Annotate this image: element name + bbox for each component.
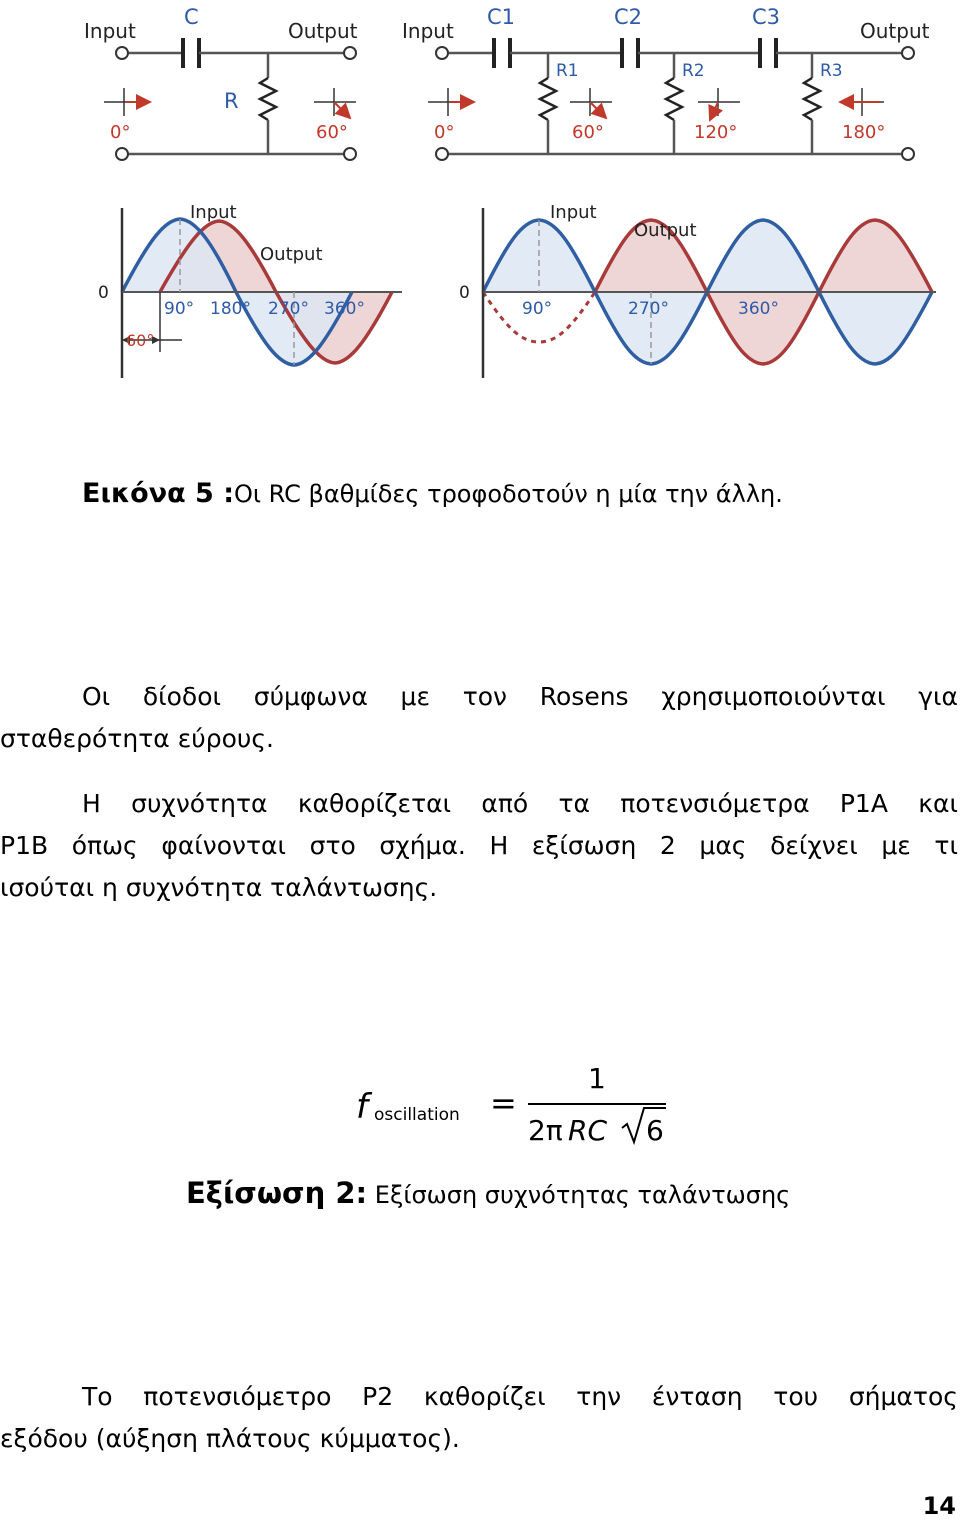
angle-label: 60°	[316, 122, 348, 143]
word: όπως	[71, 831, 138, 860]
angle-label: 0°	[110, 122, 131, 143]
phase-shift-label: 60°	[126, 331, 155, 350]
resistor-label: R	[224, 89, 239, 113]
word: 2	[659, 831, 676, 860]
wave2-input-label: Input	[550, 202, 597, 223]
circuit-three-stage-rc	[444, 38, 906, 154]
word: στο	[309, 831, 356, 860]
word: τον	[462, 682, 508, 711]
figure-caption-label: Εικόνα 5 :	[82, 478, 235, 509]
phase-arrow-icon	[698, 88, 740, 120]
word: Το	[82, 1382, 113, 1411]
word: για	[918, 682, 958, 711]
paragraph-diodes	[0, 676, 958, 760]
waveform-single-stage	[122, 208, 402, 378]
word: με	[400, 682, 430, 711]
equation-caption-text: Εξίσωση συχνότητας ταλάντωσης	[374, 1181, 791, 1209]
word: σχήμα.	[379, 831, 466, 860]
capacitor-label: C3	[752, 5, 781, 29]
circuit2-output-label: Output	[860, 19, 930, 43]
word: δείχνει	[770, 831, 858, 860]
justified-line	[0, 1376, 958, 1418]
eq-den-rc: RC	[568, 1114, 608, 1147]
phase-arrow-icon	[314, 88, 356, 118]
word: P2	[362, 1382, 394, 1411]
eq-lhs: f	[356, 1087, 368, 1127]
angle-label: 0°	[434, 122, 455, 143]
last-line: εξόδου (αύξηση πλάτους κύμματος).	[0, 1424, 460, 1453]
wave2-zero-label: 0	[459, 283, 470, 303]
wave1-tick-label: 360°	[324, 299, 365, 319]
capacitor-label: C2	[614, 5, 643, 29]
angle-label: 120°	[694, 122, 738, 143]
angle-label: 60°	[572, 122, 604, 143]
terminal	[902, 47, 914, 59]
circuit1-input-label: Input	[84, 19, 136, 43]
word: τι	[934, 831, 958, 860]
page-number: 14	[922, 1492, 956, 1520]
word: του	[773, 1382, 819, 1411]
word: φαίνονται	[161, 831, 286, 860]
wave1-output-label: Output	[260, 244, 323, 265]
wave1-tick-label: 270°	[268, 299, 309, 319]
paragraph-frequency	[0, 783, 958, 909]
word: P1B	[0, 831, 49, 860]
figure-caption-text: Οι RC βαθμίδες τροφοδοτούν η μία την άλλη.	[234, 480, 783, 508]
paragraph-amplitude	[0, 1376, 958, 1460]
eq-numerator: 1	[588, 1062, 606, 1095]
terminal	[902, 148, 914, 160]
word: καθορίζει	[423, 1382, 546, 1411]
terminal	[344, 148, 356, 160]
circuit2-input-label: Input	[402, 19, 454, 43]
wave2-tick-label: 90°	[522, 299, 553, 319]
justified-line	[0, 676, 958, 718]
equation-caption	[186, 1176, 790, 1210]
terminal	[436, 47, 448, 59]
capacitor-label: C	[184, 5, 199, 29]
terminal	[116, 47, 128, 59]
terminal	[436, 148, 448, 160]
resistor-label: R2	[682, 61, 705, 81]
phase-arrow-icon	[104, 88, 150, 116]
word: την	[576, 1382, 622, 1411]
justified-line	[0, 783, 958, 825]
wave1-tick-label: 180°	[210, 299, 251, 319]
resistor-label: R3	[820, 61, 843, 81]
word: από	[481, 789, 529, 818]
wave1-tick-label: 90°	[164, 299, 195, 319]
word: χρησιμοποιούνται	[661, 682, 886, 711]
word: ποτενσιόμετρα	[620, 789, 810, 818]
oscillation-frequency-equation	[350, 1058, 680, 1154]
word: Η	[489, 831, 509, 860]
last-line: σταθερότητα εύρους.	[0, 724, 274, 753]
resistor-label: R1	[556, 61, 579, 81]
eq-den-2pi: 2π	[528, 1114, 563, 1147]
word: σήματος	[848, 1382, 958, 1411]
waveform-three-stage	[483, 208, 936, 378]
terminal	[116, 148, 128, 160]
word: και	[918, 789, 958, 818]
phase-arrow-icon	[570, 88, 612, 118]
wave2-tick-label: 360°	[738, 299, 779, 319]
word: ποτενσιόμετρο	[143, 1382, 332, 1411]
word: ένταση	[651, 1382, 743, 1411]
word: συχνότητα	[131, 789, 268, 818]
figure-caption	[82, 478, 783, 509]
word: με	[881, 831, 911, 860]
phase-arrow-icon	[428, 88, 474, 116]
capacitor-label: C1	[487, 5, 516, 29]
word: Οι	[82, 682, 111, 711]
rc-phase-shift-figure	[0, 0, 960, 400]
phase-arrow-icon	[840, 88, 884, 116]
word: καθορίζεται	[297, 789, 452, 818]
last-line: ισούται η συχνότητα ταλάντωσης.	[0, 873, 438, 902]
word: σύμφωνα	[253, 682, 368, 711]
word: δίοδοι	[142, 682, 221, 711]
circuit1-output-label: Output	[288, 19, 358, 43]
word: εξίσωση	[531, 831, 637, 860]
angle-label: 180°	[842, 122, 886, 143]
wave1-input-label: Input	[190, 202, 237, 223]
word: P1A	[839, 789, 888, 818]
word: Rosens	[539, 682, 629, 711]
equation-caption-label: Εξίσωση 2:	[186, 1176, 368, 1210]
eq-subscript: oscillation	[374, 1105, 460, 1125]
wave1-zero-label: 0	[98, 283, 109, 303]
justified-line	[0, 825, 958, 867]
terminal	[344, 47, 356, 59]
word: Η	[82, 789, 101, 818]
wave2-tick-label: 270°	[628, 299, 669, 319]
word: μας	[699, 831, 747, 860]
eq-equals: =	[490, 1084, 517, 1122]
word: τα	[558, 789, 590, 818]
wave2-output-label: Output	[634, 220, 697, 241]
eq-radicand: 6	[646, 1114, 664, 1147]
